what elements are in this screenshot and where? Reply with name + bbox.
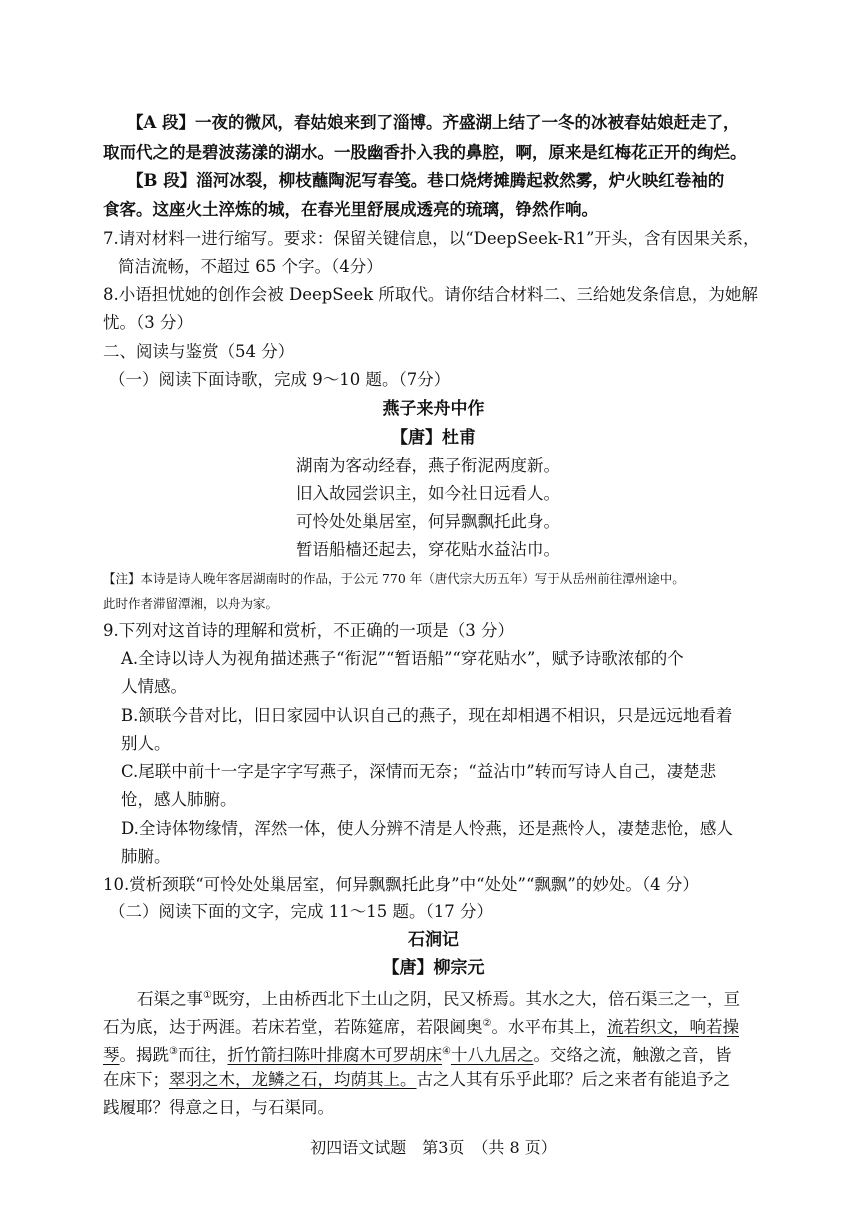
poem-line-2: 旧入故园尝识主，如今社日远看人。 xyxy=(296,484,560,503)
footnote-marker: ② xyxy=(482,1018,492,1029)
question-9-option-b-2: 别人。 xyxy=(121,734,171,753)
poem-note-1: 【注】本诗是诗人晚年客居湖南时的作品，于公元 770 年（唐代宗大历五年）写于从岳州前往潭州途中。 xyxy=(103,571,685,586)
prose-text: 而往， xyxy=(177,1045,228,1065)
underlined-text: 流若织文，响若操 xyxy=(606,1017,739,1037)
question-10: 10.赏析颈联“可怜处处巢居室，何异飘飘托此身”中“处处”“飘飘”的妙处。（4 分） xyxy=(103,875,699,894)
prose-text: 石为底，达于两涯。若床若堂，若陈筵席，若限阃奥 xyxy=(103,1017,483,1037)
footnote-marker: ① xyxy=(203,990,212,1001)
prose-text: 既穷，上由桥西北下土山之阴，民又桥焉。其水之大，倍石渠三之一，亘 xyxy=(211,989,740,1009)
subsection-1-heading: （一）阅读下面诗歌，完成 9～10 题。（7分） xyxy=(109,370,451,389)
question-7-line-2: 简洁流畅，不超过 65 个字。（4分） xyxy=(118,257,383,276)
poem-note-2: 此时作者滞留潭湘，以舟为家。 xyxy=(103,596,279,611)
question-8-line-1: 8.小语担忧她的创作会被 DeepSeek 所取代。请你结合材料二、三给她发条信息，为她解 xyxy=(103,285,758,304)
question-7-line-1: 7.请对材料一进行缩写。要求：保留关键信息，以“DeepSeek-R1”开头，含有因果关系， xyxy=(103,229,760,248)
prose-text: 石渠之事 xyxy=(137,989,203,1009)
footnote-marker: ③ xyxy=(169,1046,178,1057)
question-9-option-b-1: B.颔联今昔对比，旧日家园中认识自己的燕子，现在却相遇不相识，只是远远地看着 xyxy=(121,706,733,725)
poem-author: 【唐】杜甫 xyxy=(391,428,476,448)
prose-line-4 xyxy=(103,1069,730,1091)
poem-line-3: 可怜处处巢居室，何异飘飘托此身。 xyxy=(296,512,560,531)
prose-text: 。揭跣 xyxy=(119,1045,169,1065)
question-9-option-a-2: 人情感。 xyxy=(121,677,187,696)
prose-line-1 xyxy=(137,985,740,1011)
prose-line-3 xyxy=(103,1041,731,1067)
question-9-option-c-1: C.尾联中前十一字是字字写燕子，深情而无奈；“益沾巾”转而写诗人自己，凄楚悲 xyxy=(121,762,717,781)
underlined-text: 十八九居之 xyxy=(450,1045,534,1065)
question-8-line-2: 忧。（3 分） xyxy=(103,313,193,332)
question-9-option-d-1: D.全诗体物缘情，浑然一体，使人分辨不清是人怜燕，还是燕怜人，凄楚悲怆，感人 xyxy=(121,819,733,838)
material-b-line-1: 【B 段】淄河冰裂，柳枝蘸陶泥写春笺。巷口烧烤摊腾起救然雾，炉火映红卷袖的 xyxy=(127,171,725,190)
poem-line-1: 湖南为客动经春，燕子衔泥两度新。 xyxy=(296,456,560,475)
question-9-option-d-2: 肺腑。 xyxy=(121,847,171,866)
prose-text: 古之人其有乐乎此耶？后之来者有能追予之 xyxy=(416,1070,730,1089)
question-9-option-c-2: 怆，感人肺腑。 xyxy=(121,790,237,809)
underlined-text: 琴 xyxy=(103,1045,120,1065)
poem-title: 燕子来舟中作 xyxy=(382,399,485,419)
underlined-text: 翠羽之木，龙鳞之石，均荫其上。 xyxy=(169,1070,417,1089)
section-heading: 二、阅读与鉴赏（54 分） xyxy=(103,342,295,361)
material-a-line-1: 【A 段】一夜的微风，春姑娘来到了淄博。齐盛湖上结了一冬的冰被春姑娘赶走了， xyxy=(127,113,740,132)
material-b-line-2: 食客。这座火土淬炼的城，在春光里舒展成透亮的琉璃，铮然作响。 xyxy=(103,200,598,219)
poem-line-4: 暂语船樯还起去，穿花贴水益沾巾。 xyxy=(296,540,560,559)
page-footer: 初四语文试题 第3页 （共 8 页） xyxy=(310,1138,557,1157)
material-a-line-2: 取而代之的是碧波荡漾的湖水。一股幽香扑入我的鼻腔，啊，原来是红梅花正开的绚烂。 xyxy=(103,143,747,162)
prose-text: 。水平布其上， xyxy=(491,1017,607,1037)
footnote-marker: ④ xyxy=(441,1046,451,1057)
underlined-text: 折竹箭扫陈叶排腐木可罗胡床 xyxy=(227,1045,442,1065)
question-9-option-a-1: A.全诗以诗人为视角描述燕子“衔泥”“暂语船”“穿花贴水”，赋予诗歌浓郁的个 xyxy=(121,649,684,668)
prose-line-5: 践履耶？得意之日，与石渠同。 xyxy=(103,1098,334,1117)
prose-author: 【唐】柳宗元 xyxy=(382,958,485,978)
prose-line-2 xyxy=(103,1013,739,1039)
prose-title: 石涧记 xyxy=(408,930,459,950)
prose-text: 在床下； xyxy=(103,1070,169,1089)
prose-text: 。交络之流，触激之音，皆 xyxy=(533,1045,732,1065)
subsection-2-heading: （二）阅读下面的文字，完成 11～15 题。（17 分） xyxy=(109,902,493,921)
question-9-stem: 9.下列对这首诗的理解和赏析，不正确的一项是（3 分） xyxy=(103,621,514,640)
